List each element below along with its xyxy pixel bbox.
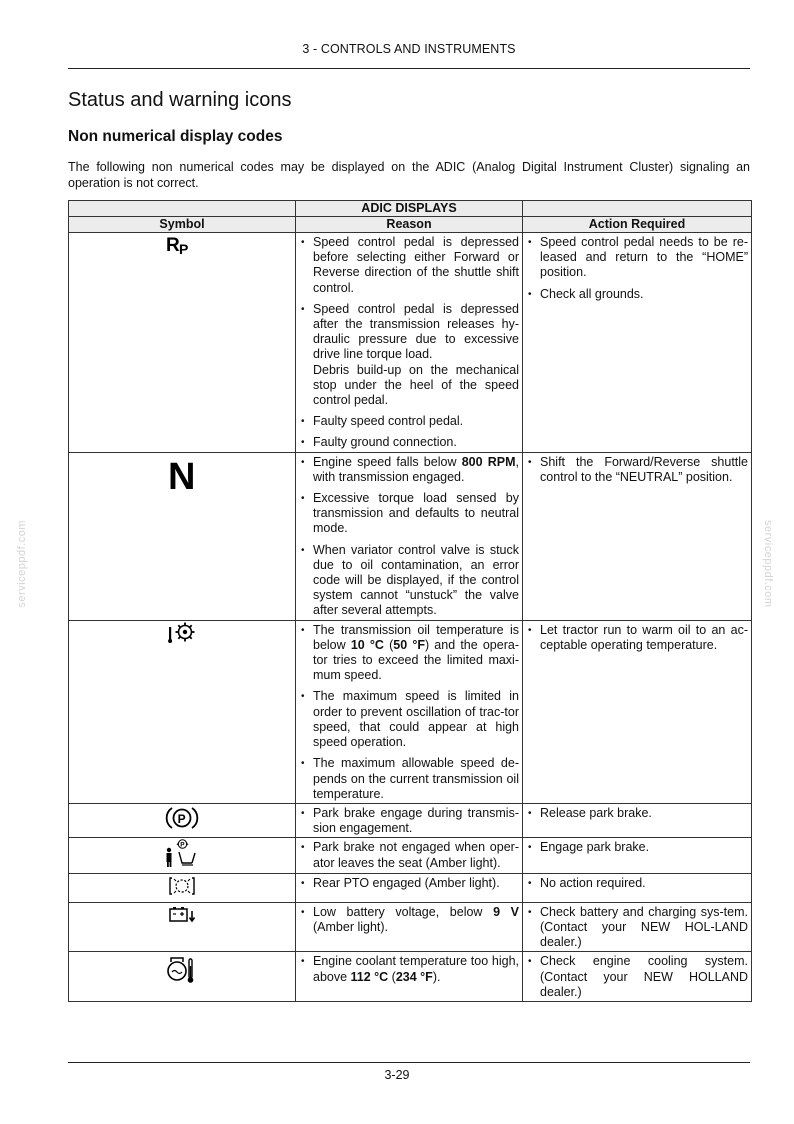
action-item: • Speed control pedal needs to be re-leased and return to the “HOME” position. [540, 235, 748, 281]
rp-letter-p: P [179, 241, 189, 257]
rp-letter-r: R [166, 235, 180, 256]
reason-item: • Faulty speed control pedal. [313, 414, 519, 429]
reason-item: • The maximum speed is limited in order to prevent oscillation of trac-tor speed, that could appear at high speed operation. [313, 689, 519, 750]
action-item: • Release park brake. [540, 806, 748, 821]
watermark-left: serviceppdf.com [16, 520, 28, 608]
reason-cell [296, 838, 523, 873]
page-title: Status and warning icons [68, 89, 292, 111]
action-cell [523, 902, 752, 952]
reason-item: • Excessive torque load sensed by transmission and defaults to neutral mode. [313, 491, 519, 537]
seat-park-brake-letter: P [180, 841, 185, 849]
symbol-cell [69, 838, 296, 873]
reason-cell [296, 803, 523, 837]
action-item: • Check all grounds. [540, 287, 748, 302]
table-row [69, 838, 752, 873]
reason-cell [296, 233, 523, 453]
table-row [69, 873, 752, 902]
action-cell [523, 952, 752, 1002]
action-cell [523, 233, 752, 453]
action-item: • Check battery and charging sys-tem. (Contact your NEW HOL-LAND dealer.) [540, 905, 748, 951]
reason-item: • When variator control valve is stuck due to oil contamination, an error code will be displayed, if the control system cannot “unstuck” the valve after several attempts. [313, 543, 519, 619]
reason-cell [296, 620, 523, 803]
column-header-reason: Reason [296, 217, 523, 233]
symbol-cell [69, 803, 296, 837]
header-rule [68, 68, 750, 69]
reason-cell [296, 902, 523, 952]
rp-icon [162, 233, 202, 259]
reason-cell [296, 952, 523, 1002]
reason-cell [296, 452, 523, 620]
table-row [69, 452, 752, 620]
reason-cell [296, 873, 523, 902]
table-row [69, 952, 752, 1002]
action-item: • Let tractor run to warm oil to an ac-ceptable operating temperature. [540, 623, 748, 653]
transmission-oil-temperature-icon [166, 621, 198, 647]
reason-rich: Engine speed falls below 800 RPM, with transmission engaged. [313, 454, 520, 484]
rear-pto-icon [165, 874, 199, 898]
column-header-action: Action Required [523, 217, 752, 233]
action-item: • Check engine cooling system. (Contact your NEW HOLLAND dealer.) [540, 954, 748, 1000]
symbol-cell [69, 233, 296, 453]
reason-rich: Low battery voltage, below 9 V (Amber light). [313, 904, 519, 934]
engine-coolant-temperature-icon [164, 952, 200, 986]
action-cell [523, 620, 752, 803]
reason-rich: The transmission oil temperature is below 10 °C (50 °F) and the opera-tor tries to exceed the limited maxi-mum speed. [313, 622, 519, 683]
neutral-letter: N [168, 455, 196, 493]
column-header-symbol: Symbol [69, 217, 296, 233]
park-brake-icon [165, 804, 199, 832]
table-row [69, 803, 752, 837]
reason-item: • Rear PTO engaged (Amber light). [313, 876, 519, 891]
adic-displays-table [68, 200, 752, 1002]
reason-item [313, 455, 519, 485]
reason-item: • Park brake not engaged when oper-ator leaves the seat (Amber light). [313, 840, 519, 870]
symbol-cell [69, 620, 296, 803]
reason-item: • Faulty ground connection. [313, 435, 519, 450]
table-row [69, 620, 752, 803]
reason-item [313, 302, 519, 408]
reason-item [313, 623, 519, 684]
reason-item: • Park brake engage during transmis-sion engagement. [313, 806, 519, 836]
operator-seat-park-brake-icon [162, 838, 202, 868]
footer-rule [68, 1062, 750, 1063]
action-item: • Shift the Forward/Reverse shuttle control to the “NEUTRAL” position. [540, 455, 748, 485]
action-cell [523, 803, 752, 837]
section-title: Non numerical display codes [68, 128, 283, 145]
reason-item-line: Speed control pedal is depressed after the transmission releases hy-draulic pressure due to excessive drive line torque load. Debris build-up on the mechanical stop under the heel of the speed control pedal. [313, 301, 519, 408]
reason-item [313, 954, 519, 984]
symbol-cell [69, 452, 296, 620]
action-cell [523, 838, 752, 873]
reason-item: • The maximum allowable speed de-pends on the current transmission oil temperature. [313, 756, 519, 802]
running-header: 3 - CONTROLS AND INSTRUMENTS [302, 42, 516, 56]
action-item: • No action required. [540, 876, 748, 891]
table-header-blank [523, 201, 752, 217]
reason-rich: Engine coolant temperature too high, above 112 °C (234 °F). [313, 954, 519, 984]
intro-paragraph: The following non numerical codes may be displayed on the ADIC (Analog Digital Instrument Cluster) signaling an operation is not correct. [68, 160, 750, 190]
low-battery-icon [165, 903, 199, 929]
reason-item: • Speed control pedal is depressed before selecting either Forward or Reverse direction of the shuttle shift control. [313, 235, 519, 296]
symbol-cell [69, 902, 296, 952]
symbol-cell [69, 873, 296, 902]
park-brake-letter: P [177, 811, 186, 826]
neutral-n-icon [162, 453, 202, 493]
watermark-right: serviceppdf.com [762, 520, 774, 608]
table-row [69, 233, 752, 453]
table-header-blank [69, 201, 296, 217]
table-row [69, 902, 752, 952]
action-cell [523, 452, 752, 620]
symbol-cell [69, 952, 296, 1002]
table-group-header: ADIC DISPLAYS [296, 201, 523, 217]
action-item: • Engage park brake. [540, 840, 748, 855]
page-number: 3-29 [384, 1068, 410, 1082]
action-cell [523, 873, 752, 902]
reason-item [313, 905, 519, 935]
